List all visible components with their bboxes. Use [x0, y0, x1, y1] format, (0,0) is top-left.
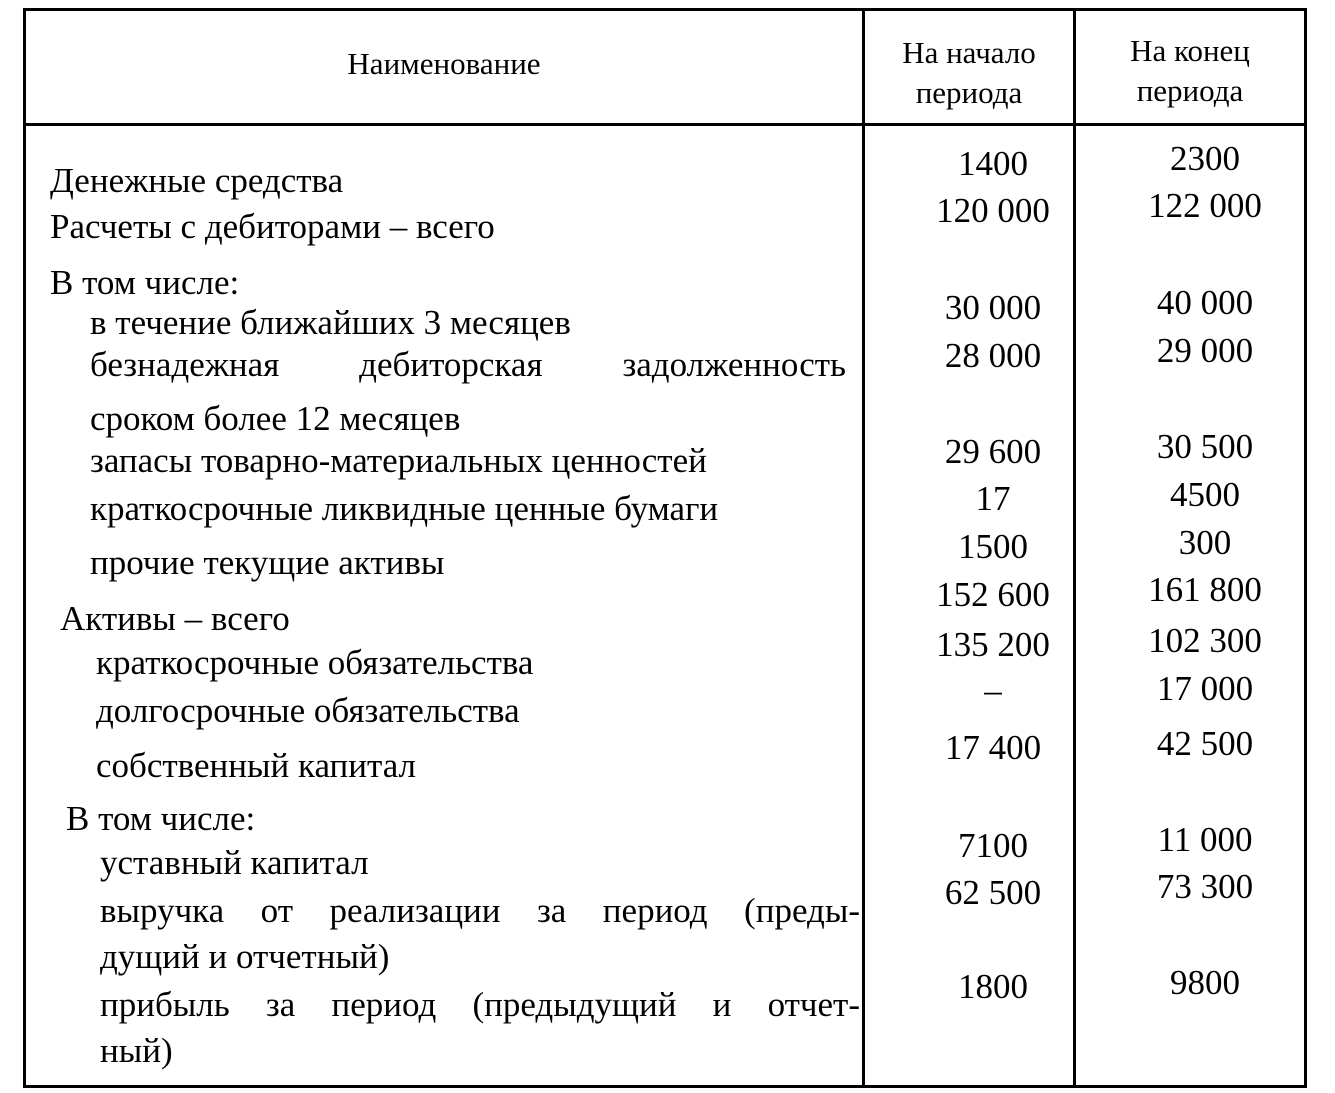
row-label: Денежные средства — [50, 161, 344, 200]
row-label: краткосрочные ликвидные ценные бумаги — [90, 489, 719, 528]
header-name: Наименование — [347, 46, 541, 81]
row-end-value: 11 000 — [1157, 820, 1253, 859]
row-label: прибыль за период (предыдущий и отчет- — [100, 985, 860, 1024]
row-end-value: 29 000 — [1156, 331, 1254, 370]
row-end-value: 161 800 — [1148, 570, 1262, 609]
row-start-value: 17 400 — [944, 728, 1042, 767]
row-start-value: 152 600 — [936, 575, 1050, 614]
row-end-value: 102 300 — [1148, 621, 1262, 660]
row-label: выручка от реализации за период (преды- — [100, 891, 860, 930]
row-start-value: 1400 — [958, 144, 1028, 183]
row-start-value: – — [984, 671, 1002, 710]
row-start-value: 17 — [975, 479, 1011, 518]
row-end-value: 9800 — [1170, 963, 1240, 1002]
column-divider-1 — [862, 11, 865, 1085]
row-start-value: 29 600 — [944, 432, 1042, 471]
row-start-value: 1500 — [958, 527, 1028, 566]
row-label: краткосрочные обязательства — [96, 643, 534, 682]
row-label: уставный капитал — [100, 843, 369, 882]
row-end-value: 2300 — [1170, 139, 1240, 178]
header-end: На конец периода — [1130, 33, 1250, 108]
row-label: Активы – всего — [60, 599, 290, 638]
row-end-value: 73 300 — [1156, 867, 1254, 906]
data-table — [23, 8, 1307, 1088]
row-start-value: 28 000 — [944, 336, 1042, 375]
row-end-value: 122 000 — [1148, 186, 1262, 225]
row-label: В том числе: — [66, 799, 256, 838]
row-start-value: 7100 — [958, 826, 1028, 865]
row-start-value: 30 000 — [944, 288, 1042, 327]
row-end-value: 17 000 — [1156, 669, 1254, 708]
row-label: собственный капитал — [96, 746, 417, 785]
header-start: На начало периода — [902, 35, 1036, 110]
row-label: запасы товарно-материальных ценностей — [90, 441, 707, 480]
row-end-value: 30 500 — [1156, 427, 1254, 466]
row-label: безнадежная дебиторская задолженность — [90, 345, 846, 384]
row-end-value: 40 000 — [1156, 283, 1254, 322]
row-label: прочие текущие активы — [90, 543, 445, 582]
row-label: в течение ближайших 3 месяцев — [90, 303, 571, 342]
row-label-continued: ный) — [100, 1031, 173, 1070]
row-label: В том числе: — [50, 263, 240, 302]
row-label: Расчеты с дебиторами – всего — [50, 207, 495, 246]
row-label-continued: сроком более 12 месяцев — [90, 399, 461, 438]
row-label: долгосрочные обязательства — [96, 691, 520, 730]
header-divider — [26, 123, 1304, 126]
row-label-continued: дущий и отчетный) — [100, 937, 390, 976]
row-end-value: 300 — [1178, 523, 1232, 562]
row-start-value: 120 000 — [936, 191, 1050, 230]
row-end-value: 42 500 — [1156, 724, 1254, 763]
row-end-value: 4500 — [1170, 475, 1240, 514]
row-start-value: 62 500 — [944, 873, 1042, 912]
row-start-value: 135 200 — [936, 625, 1050, 664]
row-start-value: 1800 — [958, 967, 1028, 1006]
